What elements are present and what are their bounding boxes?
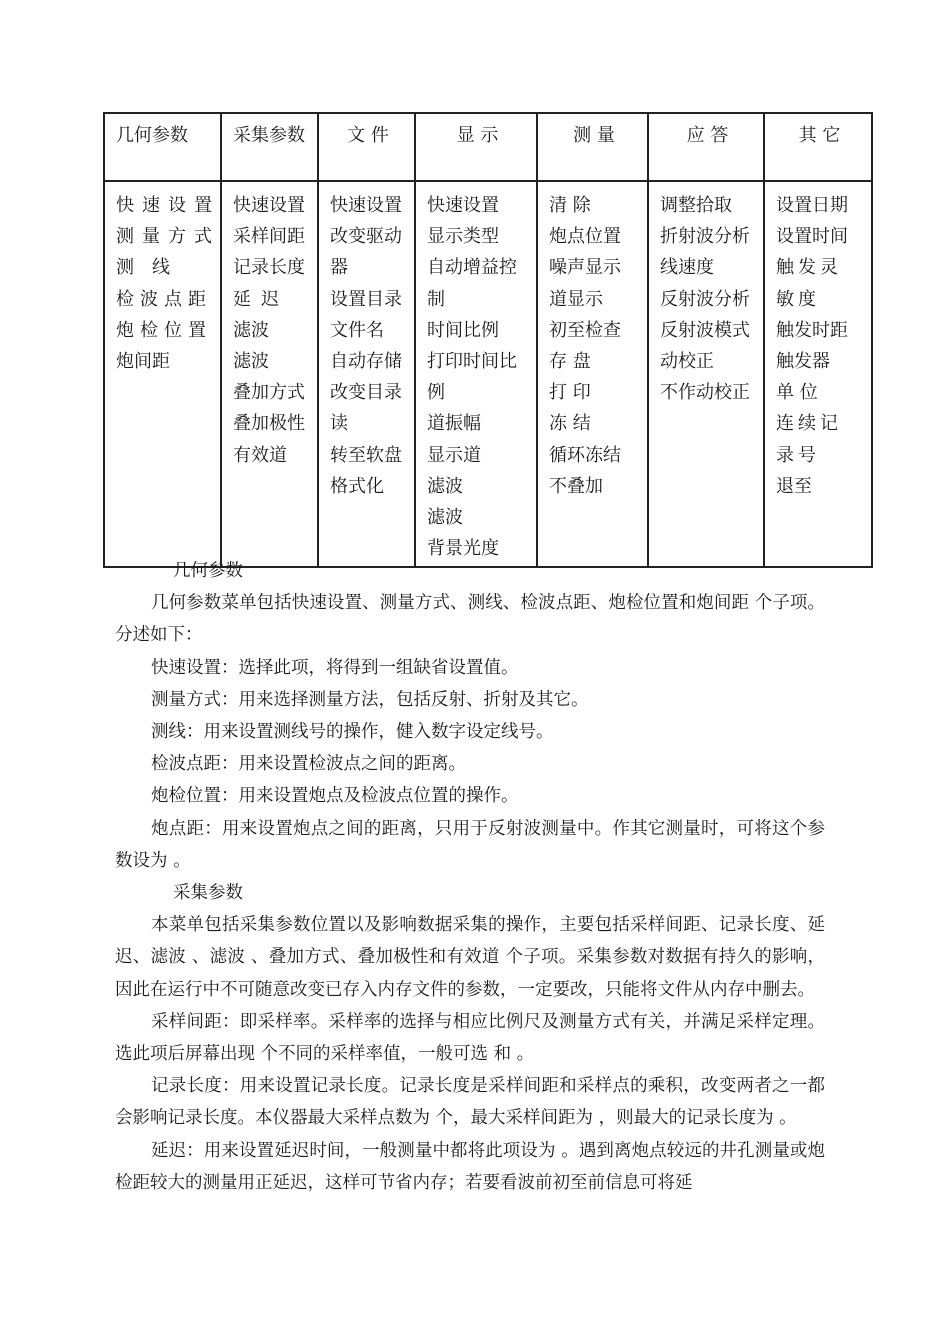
paragraph-quick-setup: 快速设置：选择此项，将得到一组缺省设置值。	[151, 657, 519, 678]
paragraph-geometry-intro: 几何参数菜单包括快速设置、测量方式、测线、检波点距、炮检位置和炮间距 个子项。分述如下：	[115, 593, 825, 646]
cell-item: 噪声显示	[549, 257, 621, 279]
cell-item: 清 除	[549, 195, 591, 216]
cell-item: 存 盘	[549, 351, 591, 373]
cell-item: 连续记录号	[776, 413, 842, 466]
header-acquisition: 采集参数	[221, 113, 318, 181]
body-text	[115, 555, 825, 1199]
paragraph-measure-mode: 测量方式：用来选择测量方法，包括反射、折射及其它。	[151, 689, 589, 710]
cell-item: 初至检查	[549, 319, 621, 341]
menu-table	[103, 112, 873, 568]
paragraph-shot-position: 炮检位置：用来设置炮点及检波点位置的操作。	[151, 786, 519, 807]
cell-item: 滤波	[427, 507, 463, 529]
cell-item: 冻 结	[549, 413, 591, 435]
cell-item: 动校正	[660, 351, 714, 373]
paragraph-shot-spacing: 炮点距：用来设置炮点之间的距离，只用于反射波测量中。作其它测量时，可将这个参数设为 。	[115, 818, 825, 871]
column-display	[415, 181, 537, 567]
cell-item: 快速设置	[233, 195, 305, 216]
cell-item: 有效道	[233, 444, 287, 466]
paragraph-acquisition-intro: 本菜单包括采集参数位置以及影响数据采集的操作，主要包括采样间距、记录长度、延迟、滤波 、滤波 、叠加方式、叠加极性和有效道 个子项。采集参数对数据有持久的影响，因此在运行中不可随意改变已存入内存文件的参数，一定要改，只能将文件从内存中删去。	[115, 915, 825, 1000]
cell-item: 快速设置	[116, 195, 212, 216]
cell-item: 触发灵敏度	[776, 257, 842, 310]
cell-item: 不作动校正	[660, 382, 750, 404]
column-measure	[537, 181, 648, 567]
cell-item: 滤波	[427, 475, 463, 497]
cell-item: 文件名	[330, 319, 384, 341]
cell-item: 折射波分析	[660, 226, 750, 248]
header-file: 文 件	[318, 113, 415, 181]
paragraph-survey-line: 测线：用来设置测线号的操作，健入数字设定线号。	[151, 722, 554, 743]
header-geometry: 几何参数	[104, 113, 221, 181]
cell-item: 不叠加	[549, 475, 603, 497]
paragraph-record-length: 记录长度：用来设置记录长度。记录长度是采样间距和采样点的乘积，改变两者之一都会影响记录长度。本仪器最大采样点数为 个，最大采样间距为 ，则最大的记录长度为 。	[115, 1076, 825, 1129]
paragraph-delay: 延迟：用来设置延迟时间，一般测量中都将此项设为 。遇到离炮点较远的井孔测量或炮检距较大的测量用正延迟，这样可节省内存；若要看波前初至前信息可将延	[115, 1140, 825, 1193]
header-display: 显 示	[415, 113, 537, 181]
column-geometry	[104, 181, 221, 567]
cell-item: 测线	[116, 257, 188, 279]
cell-item: 道显示	[549, 288, 603, 310]
cell-item: 触发时距	[776, 319, 848, 341]
cell-item: 显示道	[427, 444, 481, 466]
cell-item: 背景光度	[427, 538, 499, 560]
paragraph-sampling: 采样间距：即采样率。采样率的选择与相应比例尺及测量方式有关，并满足采样定理。选此项后屏幕出现 个不同的采样率值，一般可选 和 。	[115, 1011, 825, 1065]
cell-item: 退至	[776, 475, 812, 497]
cell-item: 转至软盘格式化	[330, 444, 402, 497]
cell-item: 调整拾取	[660, 195, 732, 216]
column-other	[764, 181, 872, 567]
column-acquisition	[221, 181, 318, 567]
section-heading-acquisition: 采集参数	[173, 883, 243, 904]
cell-item: 测量方式	[116, 226, 212, 248]
cell-item: 道振幅	[427, 413, 481, 435]
cell-item: 改变驱动器	[330, 226, 402, 279]
cell-item: 显示类型	[427, 226, 499, 248]
cell-item: 改变目录读	[330, 382, 402, 435]
cell-item: 线速度	[660, 257, 714, 279]
cell-item: 延迟	[233, 288, 289, 310]
cell-item: 滤波	[233, 351, 269, 373]
cell-item: 快速设置	[427, 195, 499, 216]
column-file	[318, 181, 415, 567]
table-header-row	[104, 113, 872, 181]
cell-item: 采样间距	[233, 226, 305, 248]
cell-item: 设置日期	[776, 195, 848, 216]
paragraph-geophone-spacing: 检波点距：用来设置检波点之间的距离。	[151, 754, 466, 775]
cell-item: 炮检位置	[116, 319, 212, 341]
cell-item: 记录长度	[233, 257, 305, 279]
cell-item: 检波点距	[116, 288, 212, 310]
header-measure: 测 量	[537, 113, 648, 181]
cell-item: 自动存储	[330, 351, 402, 373]
cell-item: 滤波	[233, 319, 269, 341]
cell-item: 快速设置	[330, 195, 402, 216]
cell-item: 打 印	[549, 382, 591, 404]
column-response	[648, 181, 764, 567]
cell-item: 触发器	[776, 351, 830, 373]
table-body-row	[104, 181, 872, 567]
cell-item: 叠加极性	[233, 413, 305, 435]
cell-item: 炮点位置	[549, 226, 621, 248]
header-other: 其 它	[764, 113, 872, 181]
cell-item: 叠加方式	[233, 382, 305, 404]
cell-item: 打印时间比例	[427, 351, 517, 404]
cell-item: 时间比例	[427, 319, 499, 341]
cell-item: 自动增益控制	[427, 257, 517, 310]
cell-item: 炮间距	[116, 351, 170, 373]
cell-item: 设置目录	[330, 288, 402, 310]
section-heading-geometry: 几何参数	[173, 561, 243, 581]
header-response: 应 答	[648, 113, 764, 181]
cell-item: 单 位	[776, 382, 818, 404]
cell-item: 反射波分析	[660, 288, 750, 310]
cell-item: 循环冻结	[549, 444, 621, 466]
cell-item: 设置时间	[776, 226, 848, 248]
cell-item: 反射波模式	[660, 319, 750, 341]
